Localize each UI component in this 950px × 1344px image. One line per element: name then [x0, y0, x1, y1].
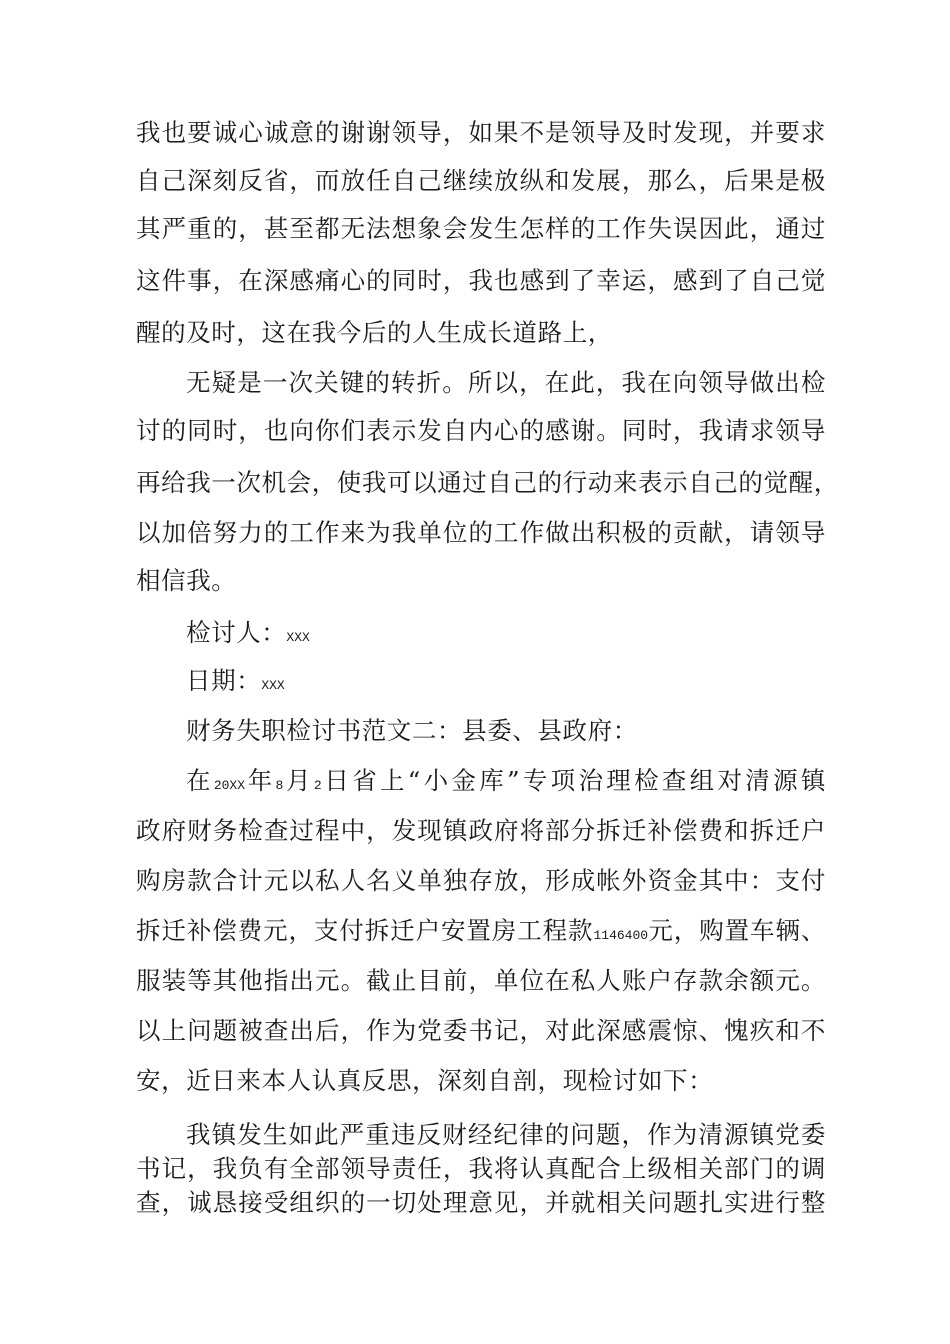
paragraph-line: 购房款合计元以私人名义单独存放，形成帐外资金其中：支付 — [136, 866, 826, 895]
paragraph-line: 以上问题被查出后，作为党委书记，对此深感震惊、愧疚和不 — [136, 1016, 826, 1045]
paragraph-line: 以加倍努力的工作来为我单位的工作做出积极的贡献，请领导 — [136, 518, 826, 547]
paragraph-line: 讨的同时，也向你们表示发自内心的感谢。同时，我请求领导 — [136, 416, 826, 445]
reviewer-line — [186, 618, 310, 653]
date-value: XXX — [261, 678, 285, 693]
paragraph-line: 醒的及时，这在我今后的人生成长道路上， — [136, 318, 613, 347]
paragraph-line: 无疑是一次关键的转折。所以，在此，我在向领导做出检 — [186, 368, 826, 397]
paragraph-line: 我镇发生如此严重违反财经纪律的问题，作为清源镇党委 — [186, 1120, 826, 1149]
text-fragment: 拆迁补偿费元，支付拆迁户安置房工程款 — [136, 916, 594, 945]
text-fragment: 元，购置车辆、 — [648, 916, 826, 945]
paragraph-line: 其严重的，甚至都无法想象会发生怎样的工作失误因此，通过 — [136, 214, 826, 243]
reviewer-value: XXX — [286, 630, 310, 645]
text-fragment: 日省上“小金库”专项治理检查组对清源镇 — [321, 766, 826, 795]
text-fragment: 在 — [186, 766, 214, 795]
amount-value: 1146400 — [593, 928, 649, 943]
paragraph-line: 我也要诚心诚意的谢谢领导，如果不是领导及时发现，并要求 — [136, 118, 826, 147]
paragraph-line: 自己深刻反省，而放任自己继续放纵和发展，那么，后果是极 — [136, 166, 826, 195]
year-value: 20XX — [213, 778, 246, 793]
date-line — [186, 666, 285, 701]
paragraph-line — [136, 916, 826, 951]
paragraph-line: 这件事，在深感痛心的同时，我也感到了幸运，感到了自己觉 — [136, 266, 826, 295]
paragraph-line — [186, 766, 826, 801]
paragraph-line: 查，诚恳接受组织的一切处理意见，并就相关问题扎实进行整 — [136, 1188, 826, 1217]
month-value: 8 — [275, 778, 284, 793]
paragraph-line: 安，近日来本人认真反思，深刻自剖，现检讨如下： — [136, 1066, 714, 1095]
section-heading: 财务失职检讨书范文二：县委、县政府： — [186, 716, 638, 745]
text-fragment: 月 — [283, 766, 314, 795]
paragraph-line: 服装等其他指出元。截止目前，单位在私人账户存款余额元。 — [136, 966, 826, 995]
paragraph-line: 书记，我负有全部领导责任，我将认真配合上级相关部门的调 — [136, 1154, 826, 1183]
paragraph-line: 相信我。 — [136, 566, 237, 595]
day-value: 2 — [313, 778, 322, 793]
paragraph-line: 再给我一次机会，使我可以通过自己的行动来表示自己的觉醒， — [136, 468, 839, 497]
reviewer-label: 检讨人： — [186, 618, 287, 647]
date-label: 日期： — [186, 666, 262, 695]
paragraph-line: 政府财务检查过程中，发现镇政府将部分拆迁补偿费和拆迁户 — [136, 816, 826, 845]
text-fragment: 年 — [245, 766, 276, 795]
